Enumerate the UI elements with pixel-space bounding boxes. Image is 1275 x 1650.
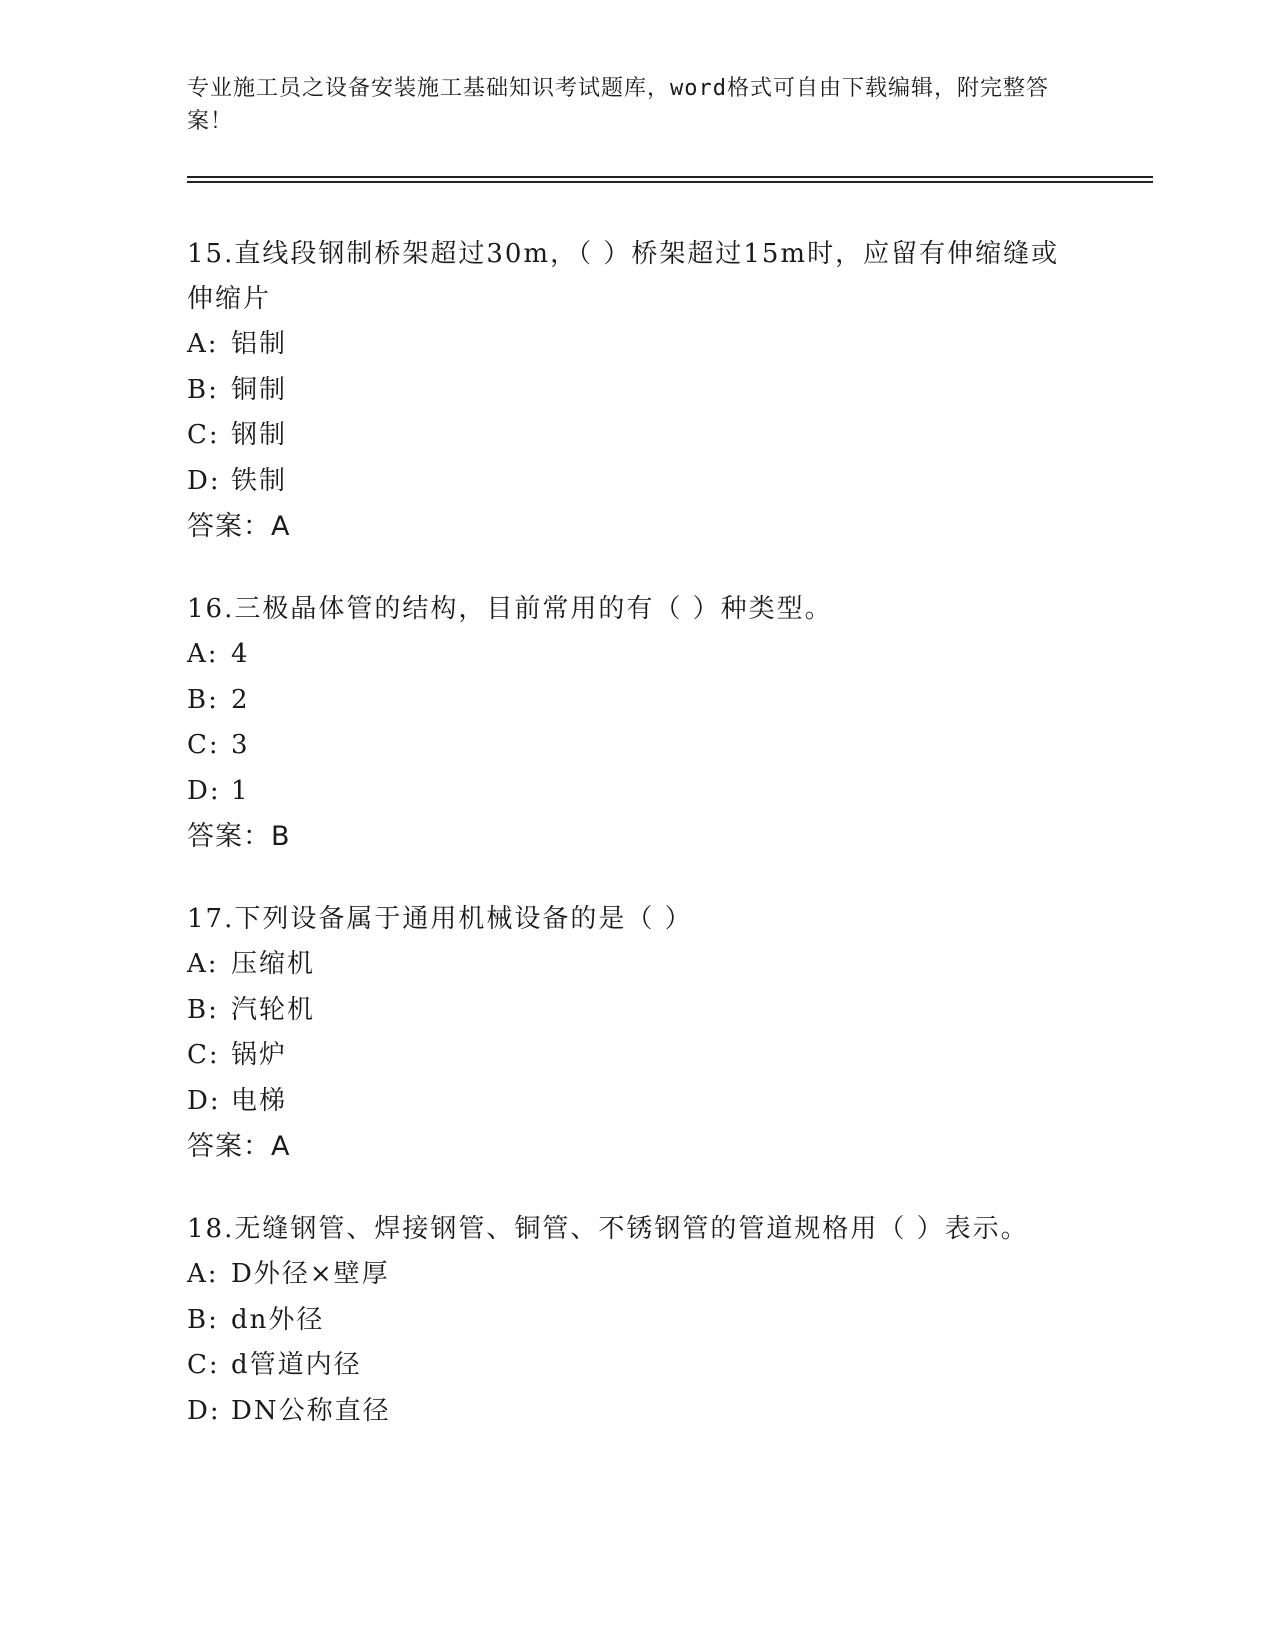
option-a: [187, 942, 1087, 988]
question-18: [187, 1207, 1087, 1434]
option-letter: C:: [187, 1350, 220, 1380]
option-letter: D:: [187, 1085, 221, 1116]
header-divider-bottom: [187, 181, 1153, 183]
option-text: 电梯: [231, 1085, 288, 1116]
option-text: 铜制: [231, 374, 288, 405]
option-letter: A:: [187, 949, 219, 979]
option-a: [187, 322, 1087, 368]
option-text: 压缩机: [231, 949, 316, 979]
option-d: [187, 459, 1087, 505]
option-text: 钢制: [231, 420, 288, 450]
option-b: [187, 368, 1087, 414]
option-letter: D:: [187, 775, 221, 806]
option-letter: C:: [187, 1040, 220, 1070]
option-c: [187, 1343, 1087, 1389]
option-text: D外径×壁厚: [231, 1259, 390, 1289]
option-c: [187, 723, 1087, 769]
question-17: [187, 897, 1087, 1169]
option-letter: A:: [187, 329, 219, 359]
question-stem: 17.下列设备属于通用机械设备的是（ ）: [187, 904, 693, 934]
document-header: 专业施工员之设备安装施工基础知识考试题库，word格式可自由下载编辑，附完整答案！: [187, 76, 1049, 134]
option-text: 2: [231, 684, 250, 715]
option-letter: B:: [187, 684, 219, 715]
option-b: [187, 988, 1087, 1034]
answer-line: 答案：B: [187, 821, 291, 852]
option-letter: C:: [187, 420, 220, 450]
option-text: 锅炉: [231, 1040, 288, 1070]
option-text: 3: [231, 730, 250, 760]
option-text: dn外径: [231, 1304, 325, 1335]
option-text: 铁制: [231, 465, 288, 496]
question-stem: 16.三极晶体管的结构，目前常用的有（ ）种类型。: [187, 594, 833, 624]
option-text: 4: [231, 639, 250, 669]
question-stem: 18.无缝钢管、焊接钢管、铜管、不锈钢管的管道规格用（ ）表示。: [187, 1214, 1029, 1244]
option-c: [187, 413, 1087, 459]
answer-line: 答案：A: [187, 511, 291, 542]
option-letter: D:: [187, 465, 221, 496]
option-letter: D:: [187, 1395, 221, 1426]
option-letter: A:: [187, 639, 219, 669]
option-d: [187, 769, 1087, 815]
question-list: [187, 232, 1087, 1472]
option-letter: B:: [187, 374, 219, 405]
option-a: [187, 632, 1087, 678]
option-d: [187, 1389, 1087, 1435]
header-divider-top: [187, 176, 1153, 178]
option-c: [187, 1033, 1087, 1079]
option-letter: B:: [187, 994, 219, 1025]
option-text: DN公称直径: [231, 1395, 391, 1426]
option-b: [187, 678, 1087, 724]
question-16: [187, 587, 1087, 859]
option-text: 铝制: [231, 329, 288, 359]
option-d: [187, 1079, 1087, 1125]
question-stem: 15.直线段钢制桥架超过30m，（ ）桥架超过15m时，应留有伸缩缝或伸缩片: [187, 239, 1060, 314]
option-a: [187, 1252, 1087, 1298]
option-letter: B:: [187, 1304, 219, 1335]
option-text: 1: [231, 775, 250, 806]
option-b: [187, 1298, 1087, 1344]
option-letter: A:: [187, 1259, 219, 1289]
answer-line: 答案：A: [187, 1131, 291, 1162]
option-text: 汽轮机: [231, 994, 316, 1025]
question-15: [187, 232, 1087, 549]
option-letter: C:: [187, 730, 220, 760]
option-text: d管道内径: [231, 1350, 362, 1380]
